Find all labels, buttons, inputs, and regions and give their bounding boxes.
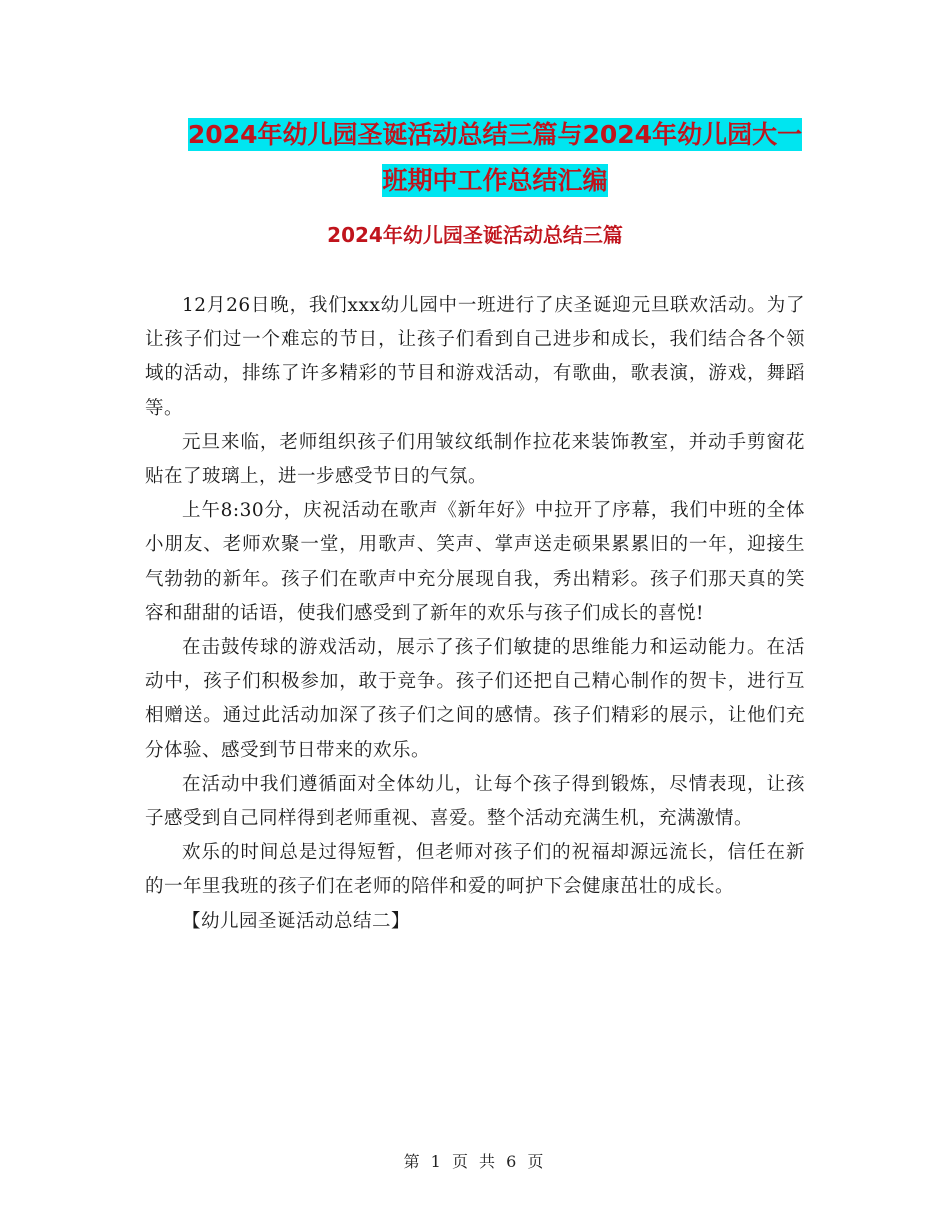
subsection-heading: 【幼儿园圣诞活动总结二】 xyxy=(182,910,411,932)
document-title-line-2: 班期中工作总结汇编 xyxy=(382,166,608,195)
paragraph: 12月26日晚，我们xxx幼儿园中一班进行了庆圣诞迎元旦联欢活动。为了让孩子们过一个难忘的节日，让孩子们看到自己进步和成长，我们结合各个领域的活动，排练了许多精彩的节目和游戏活动，有歌曲，歌表演，游戏，舞蹈等。 xyxy=(145,295,805,419)
paragraph: 在活动中我们遵循面对全体幼儿，让每个孩子得到锻炼，尽情表现，让孩子感受到自己同样得到老师重视、喜爱。整个活动充满生机，充满激情。 xyxy=(145,773,805,830)
paragraph: 上午8:30分，庆祝活动在歌声《新年好》中拉开了序幕，我们中班的全体小朋友、老师欢聚一堂，用歌声、笑声、掌声送走硕果累累旧的一年，迎接生气勃勃的新年。孩子们在歌声中充分展现自我，秀出精彩。孩子们那天真的笑容和甜甜的话语，使我们感受到了新年的欢乐与孩子们成长的喜悦! xyxy=(145,500,805,624)
page-footer: 第 1 页 共 6 页 xyxy=(403,1152,547,1171)
document-title-line-1: 2024年幼儿园圣诞活动总结三篇与2024年幼儿园大一 xyxy=(187,120,803,149)
paragraph: 欢乐的时间总是过得短暂，但老师对孩子们的祝福却源远流长，信任在新的一年里我班的孩子们在老师的陪伴和爱的呵护下会健康茁壮的成长。 xyxy=(145,842,805,898)
document-body xyxy=(145,289,805,939)
paragraph: 在击鼓传球的游戏活动，展示了孩子们敏捷的思维能力和运动能力。在活动中，孩子们积极参加，敢于竞争。孩子们还把自己精心制作的贺卡，进行互相赠送。通过此活动加深了孩子们之间的感情。孩子们精彩的展示，让他们充分体验、感受到节日带来的欢乐。 xyxy=(145,637,805,761)
paragraph: 元旦来临，老师组织孩子们用皱纹纸制作拉花来装饰教室，并动手剪窗花贴在了玻璃上，进一步感受节日的气氛。 xyxy=(145,431,805,488)
document-title xyxy=(140,112,850,204)
section-title: 2024年幼儿园圣诞活动总结三篇 xyxy=(327,223,623,247)
